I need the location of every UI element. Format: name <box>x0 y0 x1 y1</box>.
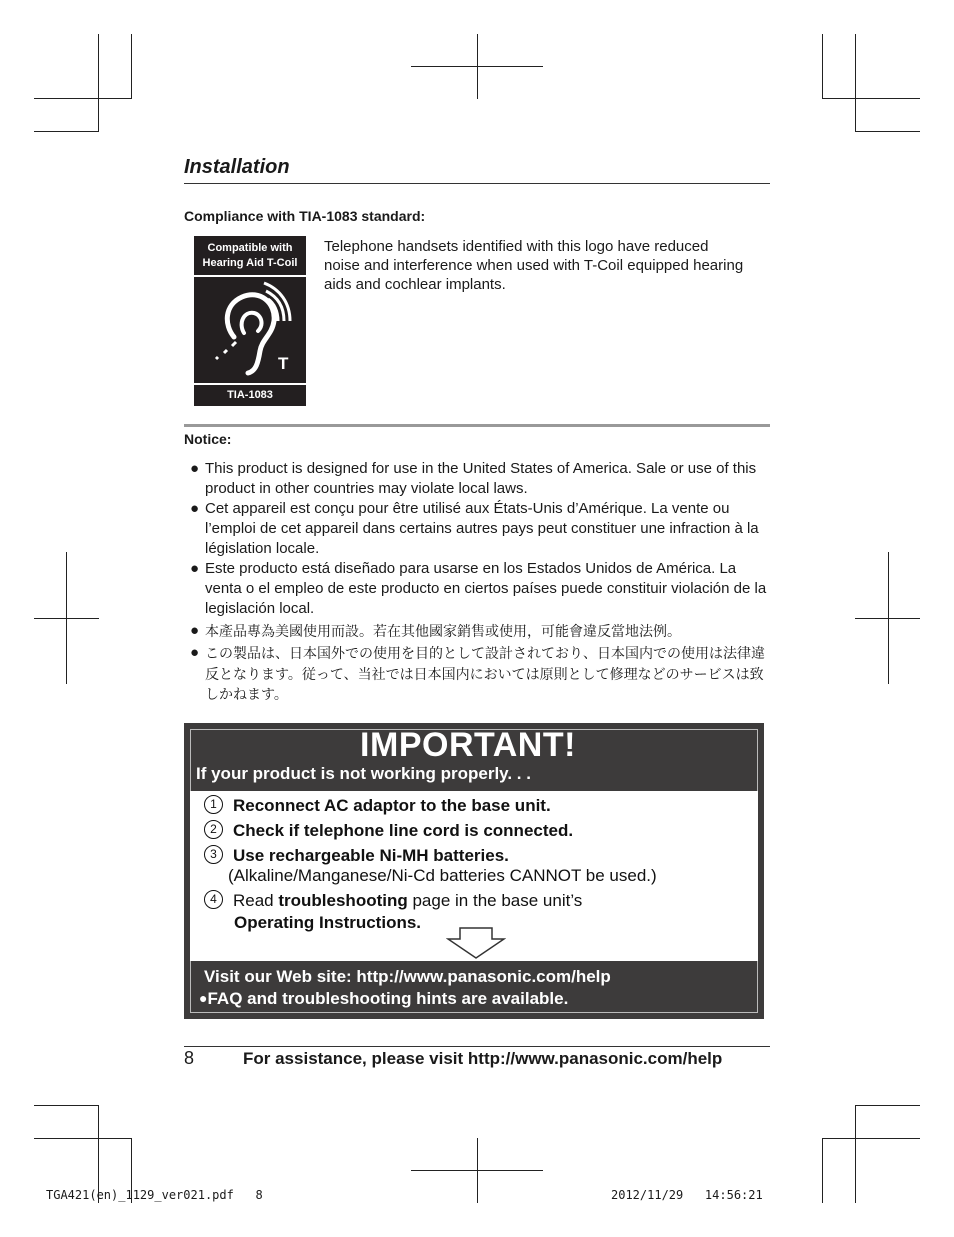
page-number: 8 <box>184 1048 195 1068</box>
bullet-icon: ● <box>190 500 200 517</box>
step-number-icon: 3 <box>204 845 223 864</box>
print-date-info: 2012/11/29 14:56:21 <box>611 1188 763 1202</box>
crop-mark <box>34 1138 132 1139</box>
list-item: ● この製品は、日本国外での使用を目的として設計されており、日本国内での使用は法律違反となります。従って、当社では日本国内においては原則として修理などのサービスは致しかねます。 <box>190 644 765 702</box>
notice-divider <box>184 424 770 427</box>
logo-divider <box>194 383 306 385</box>
bullet-icon: ● <box>190 460 200 477</box>
step-number-icon: 1 <box>204 795 223 814</box>
crop-mark <box>34 618 99 619</box>
hearing-aid-tcoil-logo <box>194 236 306 406</box>
crop-mark <box>855 618 920 619</box>
list-item: ● 本產品專為美國使用而設。若在其他國家銷售或使用，可能會違反當地法例。 <box>190 622 681 639</box>
crop-mark <box>822 34 823 99</box>
crop-mark <box>855 1105 856 1203</box>
step-3: 3 Use rechargeable Ni-MH batteries. <box>204 846 509 866</box>
list-item: ● This product is designed for use in the United States of America. Sale or use of this product in other countries may violate local laws. <box>190 460 757 497</box>
bullet-icon: ● <box>199 990 208 1006</box>
notice-list <box>190 459 770 705</box>
crop-mark <box>34 131 99 132</box>
important-title: IMPORTANT! <box>360 726 576 764</box>
crop-mark <box>822 98 920 99</box>
list-item: ● Cet appareil est conçu pour être utilisé aux États-Unis d’Amérique. La vente ou l’emploi de cet appareil dans certains autres pays peut constituer une infraction à la législation locale. <box>190 500 759 557</box>
crop-mark <box>822 1138 823 1203</box>
logo-bottom-label: TIA-1083 <box>227 389 273 401</box>
faq-line: ●FAQ and troubleshooting hints are available. <box>199 989 569 1008</box>
list-item: ● Este producto está diseñado para usarse en los Estados Unidos de América. La venta o el empleo de este producto en ciertos países puede constituir violación de la legislación local. <box>190 560 767 617</box>
footer-divider <box>184 1046 770 1047</box>
footer-assistance-text: For assistance, please visit http://www.panasonic.com/help <box>243 1049 723 1068</box>
print-file-info: TGA421(en)_1129_ver021.pdf 8 <box>46 1188 263 1202</box>
website-line: Visit our Web site: http://www.panasonic.com/help <box>204 967 611 986</box>
crop-mark <box>855 1105 920 1106</box>
step-number-icon: 4 <box>204 890 223 909</box>
crop-mark <box>855 131 920 132</box>
crop-mark <box>855 34 856 132</box>
crop-mark <box>98 34 99 132</box>
step-1: 1 Reconnect AC adaptor to the base unit. <box>204 796 551 816</box>
ear-icon <box>194 277 306 383</box>
important-box <box>184 723 764 1019</box>
step-4-line2: Operating Instructions. <box>234 913 422 932</box>
bullet-icon: ● <box>190 622 200 639</box>
bullet-icon: ● <box>190 644 200 661</box>
logo-letter: T <box>278 354 289 373</box>
notice-heading: Notice: <box>184 431 232 447</box>
crop-mark <box>822 1138 920 1139</box>
crop-mark <box>34 98 132 99</box>
section-title: Installation <box>184 156 290 178</box>
compliance-heading: Compliance with TIA-1083 standard: <box>184 208 426 224</box>
important-subtitle: If your product is not working properly. . . <box>196 764 531 783</box>
crop-mark <box>131 34 132 99</box>
step-number-icon: 2 <box>204 820 223 839</box>
step-2: 2 Check if telephone line cord is connected. <box>204 821 573 841</box>
title-divider <box>184 183 770 184</box>
logo-top-label: Compatible with Hearing Aid T-Coil <box>202 242 298 269</box>
step-3-note: (Alkaline/Manganese/Ni-Cd batteries CANNOT be used.) <box>228 866 657 885</box>
crop-mark <box>411 1170 543 1171</box>
down-arrow-icon <box>446 927 506 959</box>
crop-mark <box>34 1105 99 1106</box>
compliance-description: Telephone handsets identified with this logo have reduced noise and interference when used with T-Coil equipped hearing aids and cochlear implants. <box>324 238 744 293</box>
bullet-icon: ● <box>190 560 200 577</box>
steps-panel <box>190 791 758 961</box>
step-4: 4 Read troubleshooting page in the base unit’s <box>204 891 582 911</box>
crop-mark <box>411 66 543 67</box>
